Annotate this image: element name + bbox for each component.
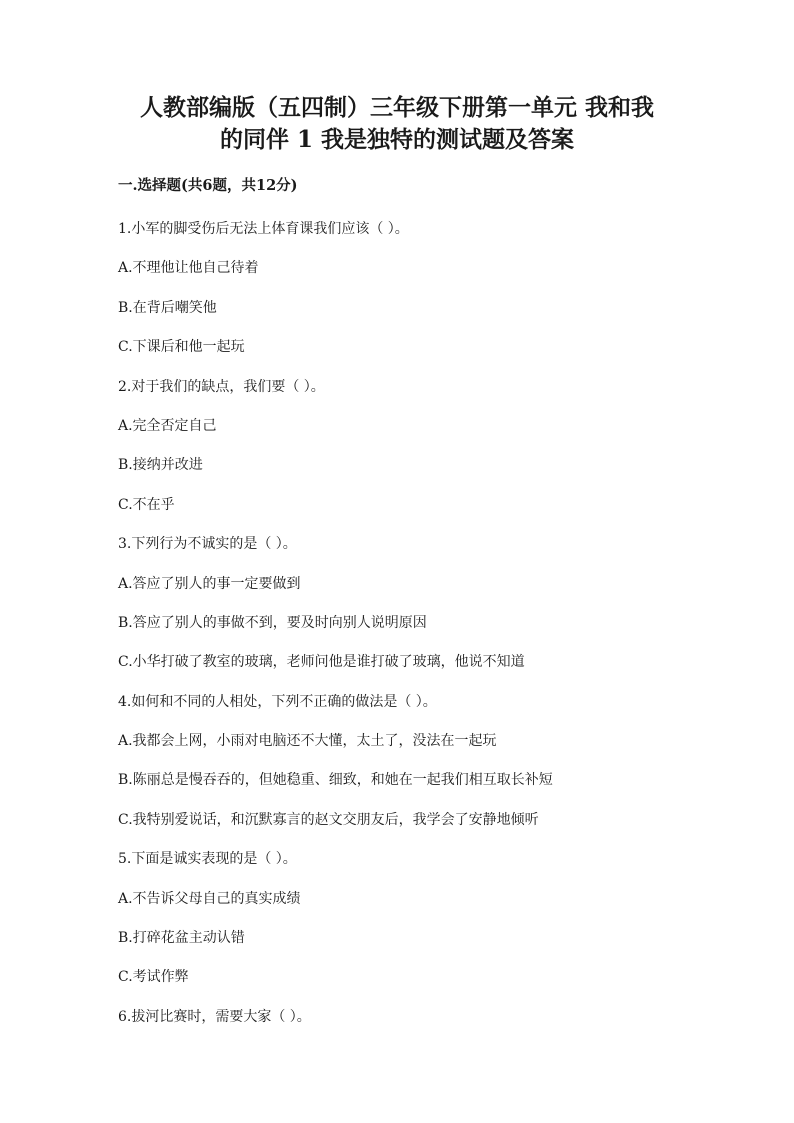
question-5-option-a: A.不告诉父母自己的真实成绩 (118, 890, 301, 907)
question-3-option-a: A.答应了别人的事一定要做到 (118, 575, 301, 592)
question-2-option-b: B.接纳并改进 (118, 457, 203, 474)
question-4-stem: 4.如何和不同的人相处，下列不正确的做法是（ ）。 (118, 693, 437, 710)
question-2-option-a: A.完全否定自己 (118, 417, 217, 434)
question-4-option-a: A.我都会上网，小雨对电脑还不大懂，太土了，没法在一起玩 (118, 733, 497, 750)
question-1-option-a: A.不理他让他自己待着 (118, 260, 259, 277)
question-1-option-b: B.在背后嘲笑他 (118, 299, 217, 316)
question-3-option-c: C.小华打破了教室的玻璃，老师问他是谁打破了玻璃，他说不知道 (118, 654, 525, 671)
section-heading: 一.选择题(共6题，共12分) (118, 177, 298, 194)
question-5-stem: 5.下面是诚实表现的是（ ）。 (118, 851, 297, 868)
question-list (118, 219, 718, 1046)
question-1-option-c: C.下课后和他一起玩 (118, 339, 245, 356)
question-6-stem: 6.拔河比赛时，需要大家（ ）。 (118, 1008, 311, 1025)
question-2-option-c: C.不在乎 (118, 496, 175, 513)
question-3-option-b: B.答应了别人的事做不到，要及时向别人说明原因 (118, 614, 427, 631)
document-title (90, 92, 704, 156)
question-4-option-c: C.我特别爱说话，和沉默寡言的赵文交朋友后，我学会了安静地倾听 (118, 811, 539, 828)
question-2-stem: 2.对于我们的缺点，我们要（ ）。 (118, 378, 325, 395)
question-5-option-b: B.打碎花盆主动认错 (118, 930, 245, 947)
question-5-option-c: C.考试作弊 (118, 969, 189, 986)
title-line-1: 人教部编版（五四制）三年级下册第一单元 我和我 (139, 94, 654, 121)
question-3-stem: 3.下列行为不诚实的是（ ）。 (118, 536, 297, 553)
title-line-2: 的同伴 1 我是独特的测试题及答案 (219, 126, 575, 153)
question-4-option-b: B.陈丽总是慢吞吞的，但她稳重、细致，和她在一起我们相互取长补短 (118, 772, 553, 789)
question-1-stem: 1.小军的脚受伤后无法上体育课我们应该（ ）。 (118, 221, 409, 237)
